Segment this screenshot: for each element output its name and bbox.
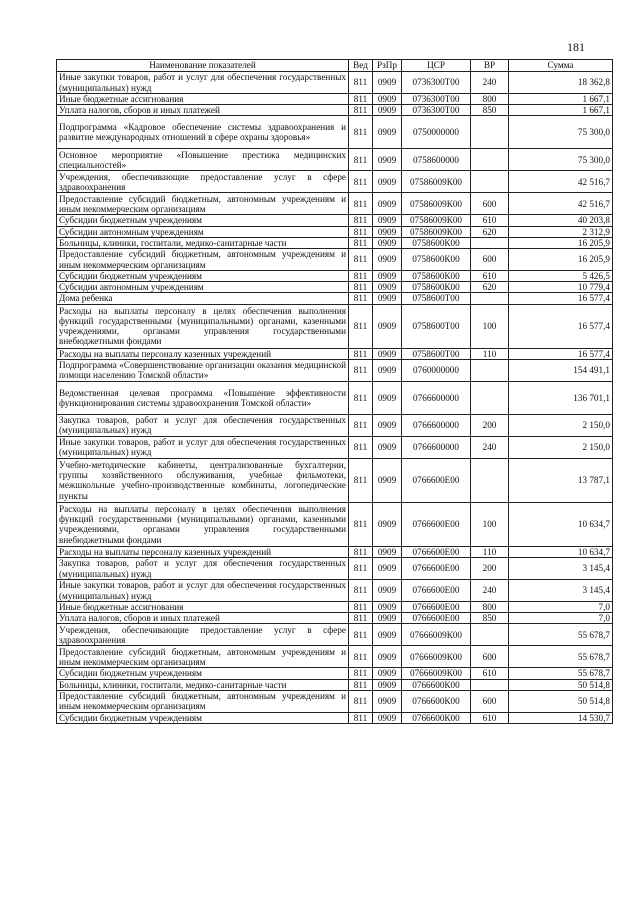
cell-ved: 811 <box>349 436 373 458</box>
cell-csr: 0758600Т00 <box>402 348 471 359</box>
table-row <box>57 249 613 271</box>
cell-csr: 0766600Е00 <box>402 580 471 602</box>
cell-rzpr: 0909 <box>373 458 402 502</box>
cell-sum: 14 530,7 <box>509 712 613 723</box>
cell-sum: 55 678,7 <box>509 668 613 679</box>
cell-csr: 0766600000 <box>402 381 471 414</box>
cell-ved: 811 <box>349 94 373 105</box>
table-row <box>57 458 613 502</box>
cell-ved: 811 <box>349 149 373 171</box>
cell-vr <box>471 149 509 171</box>
cell-csr: 0736300Т00 <box>402 94 471 105</box>
cell-ved: 811 <box>349 679 373 690</box>
cell-ved: 811 <box>349 624 373 646</box>
cell-sum: 5 426,5 <box>509 271 613 282</box>
cell-vr <box>471 171 509 193</box>
cell-vr <box>471 116 509 149</box>
cell-vr: 240 <box>471 580 509 602</box>
cell-ved: 811 <box>349 381 373 414</box>
table-row <box>57 116 613 149</box>
table-row <box>57 282 613 293</box>
cell-csr: 0758600Т00 <box>402 293 471 304</box>
cell-name: Субсидии бюджетным учреждениям <box>57 712 349 723</box>
cell-vr: 800 <box>471 602 509 613</box>
cell-sum: 16 205,9 <box>509 249 613 271</box>
cell-name: Предоставление субсидий бюджетным, автономным учреждениям и иным некоммерческим организациям <box>57 193 349 215</box>
cell-name: Закупка товаров, работ и услуг для обеспечения государственных (муниципальных) нужд <box>57 414 349 436</box>
cell-ved: 811 <box>349 613 373 624</box>
cell-rzpr: 0909 <box>373 558 402 580</box>
cell-rzpr: 0909 <box>373 271 402 282</box>
table-row <box>57 436 613 458</box>
cell-sum: 42 516,7 <box>509 193 613 215</box>
cell-name: Субсидии бюджетным учреждениям <box>57 668 349 679</box>
cell-csr: 0750000000 <box>402 116 471 149</box>
table-row <box>57 624 613 646</box>
cell-name: Основное мероприятие «Повышение престижа медицинских специальностей» <box>57 149 349 171</box>
table-row <box>57 580 613 602</box>
cell-ved: 811 <box>349 502 373 546</box>
cell-sum: 10 634,7 <box>509 546 613 557</box>
cell-csr: 07666009К00 <box>402 668 471 679</box>
cell-name: Уплата налогов, сборов и иных платежей <box>57 613 349 624</box>
cell-vr <box>471 679 509 690</box>
cell-csr: 0766600Е00 <box>402 546 471 557</box>
cell-csr: 07586009К00 <box>402 171 471 193</box>
header-ved: Вед <box>349 60 373 72</box>
cell-ved: 811 <box>349 558 373 580</box>
header-name: Наименование показателей <box>57 60 349 72</box>
cell-csr: 0766600К00 <box>402 690 471 712</box>
cell-vr: 620 <box>471 226 509 237</box>
cell-sum: 154 491,1 <box>509 359 613 381</box>
cell-vr <box>471 237 509 248</box>
header-vr: ВР <box>471 60 509 72</box>
cell-rzpr: 0909 <box>373 116 402 149</box>
cell-vr <box>471 293 509 304</box>
cell-name: Иные бюджетные ассигнования <box>57 94 349 105</box>
cell-rzpr: 0909 <box>373 282 402 293</box>
cell-csr: 07586009К00 <box>402 193 471 215</box>
cell-name: Субсидии бюджетным учреждениям <box>57 271 349 282</box>
cell-sum: 16 205,9 <box>509 237 613 248</box>
cell-name: Расходы на выплаты персоналу в целях обеспечения выполнения функций государственными (муниципальными) органами, казенными учреждениями, органами управления государственными внебюджетными фондами <box>57 304 349 348</box>
cell-vr: 600 <box>471 646 509 668</box>
cell-ved: 811 <box>349 215 373 226</box>
cell-sum: 10 779,4 <box>509 282 613 293</box>
cell-vr <box>471 458 509 502</box>
cell-rzpr: 0909 <box>373 436 402 458</box>
cell-ved: 811 <box>349 282 373 293</box>
cell-csr: 0766600Е00 <box>402 613 471 624</box>
cell-csr: 0758600К00 <box>402 282 471 293</box>
table-body <box>57 72 613 724</box>
cell-name: Субсидии автономным учреждениям <box>57 226 349 237</box>
cell-vr <box>471 624 509 646</box>
cell-name: Учебно-методические кабинеты, централизованные бухгалтерии, группы хозяйственного обслуживания, учебные фильмотеки, межшкольные учебно-производственные комбинаты, логопедические пункты <box>57 458 349 502</box>
cell-vr: 610 <box>471 712 509 723</box>
table-row <box>57 668 613 679</box>
table-row <box>57 690 613 712</box>
cell-sum: 18 362,8 <box>509 72 613 94</box>
cell-csr: 0766600К00 <box>402 712 471 723</box>
table-row <box>57 646 613 668</box>
cell-vr: 610 <box>471 215 509 226</box>
cell-sum: 1 667,1 <box>509 94 613 105</box>
table-row <box>57 149 613 171</box>
cell-csr: 0766600Е00 <box>402 458 471 502</box>
cell-csr: 0760000000 <box>402 359 471 381</box>
cell-vr: 110 <box>471 546 509 557</box>
cell-name: Предоставление субсидий бюджетным, автономным учреждениям и иным некоммерческим организациям <box>57 646 349 668</box>
cell-name: Больницы, клиники, госпитали, медико-санитарные части <box>57 237 349 248</box>
cell-name: Иные закупки товаров, работ и услуг для обеспечения государственных (муниципальных) нужд <box>57 580 349 602</box>
cell-rzpr: 0909 <box>373 249 402 271</box>
cell-ved: 811 <box>349 116 373 149</box>
cell-ved: 811 <box>349 249 373 271</box>
cell-sum: 75 300,0 <box>509 149 613 171</box>
cell-vr: 850 <box>471 105 509 116</box>
table-row <box>57 105 613 116</box>
cell-vr: 100 <box>471 304 509 348</box>
cell-name: Дома ребенка <box>57 293 349 304</box>
cell-sum: 16 577,4 <box>509 348 613 359</box>
table-row <box>57 293 613 304</box>
cell-name: Предоставление субсидий бюджетным, автономным учреждениям и иным некоммерческим организациям <box>57 249 349 271</box>
cell-sum: 7,0 <box>509 602 613 613</box>
header-sum: Сумма <box>509 60 613 72</box>
page-number: 181 <box>567 40 585 54</box>
cell-vr: 800 <box>471 94 509 105</box>
cell-ved: 811 <box>349 293 373 304</box>
table-row <box>57 171 613 193</box>
cell-rzpr: 0909 <box>373 193 402 215</box>
cell-ved: 811 <box>349 546 373 557</box>
cell-ved: 811 <box>349 712 373 723</box>
cell-ved: 811 <box>349 171 373 193</box>
cell-ved: 811 <box>349 226 373 237</box>
cell-csr: 07666009К00 <box>402 646 471 668</box>
table-row <box>57 94 613 105</box>
cell-ved: 811 <box>349 237 373 248</box>
cell-name: Субсидии бюджетным учреждениям <box>57 215 349 226</box>
cell-rzpr: 0909 <box>373 580 402 602</box>
cell-csr: 0758600К00 <box>402 271 471 282</box>
cell-csr: 07666009К00 <box>402 624 471 646</box>
cell-rzpr: 0909 <box>373 646 402 668</box>
cell-sum: 50 514,8 <box>509 690 613 712</box>
cell-ved: 811 <box>349 646 373 668</box>
cell-sum: 2 150,0 <box>509 436 613 458</box>
cell-csr: 07586009К00 <box>402 215 471 226</box>
cell-rzpr: 0909 <box>373 293 402 304</box>
cell-ved: 811 <box>349 690 373 712</box>
cell-csr: 0758600Т00 <box>402 304 471 348</box>
cell-name: Иные бюджетные ассигнования <box>57 602 349 613</box>
cell-rzpr: 0909 <box>373 149 402 171</box>
table-row <box>57 359 613 381</box>
table-row <box>57 381 613 414</box>
table-row <box>57 215 613 226</box>
cell-ved: 811 <box>349 105 373 116</box>
cell-name: Иные закупки товаров, работ и услуг для обеспечения государственных (муниципальных) нужд <box>57 72 349 94</box>
cell-rzpr: 0909 <box>373 215 402 226</box>
cell-ved: 811 <box>349 359 373 381</box>
cell-vr: 200 <box>471 558 509 580</box>
header-csr: ЦСР <box>402 60 471 72</box>
cell-rzpr: 0909 <box>373 613 402 624</box>
cell-vr: 610 <box>471 668 509 679</box>
cell-rzpr: 0909 <box>373 624 402 646</box>
table-header <box>57 60 613 72</box>
cell-rzpr: 0909 <box>373 359 402 381</box>
cell-vr <box>471 359 509 381</box>
cell-sum: 3 145,4 <box>509 558 613 580</box>
table-row <box>57 237 613 248</box>
cell-vr: 620 <box>471 282 509 293</box>
cell-rzpr: 0909 <box>373 414 402 436</box>
cell-ved: 811 <box>349 602 373 613</box>
cell-ved: 811 <box>349 668 373 679</box>
cell-csr: 0766600000 <box>402 436 471 458</box>
cell-ved: 811 <box>349 348 373 359</box>
cell-name: Расходы на выплаты персоналу казенных учреждений <box>57 348 349 359</box>
cell-name: Предоставление субсидий бюджетным, автономным учреждениям и иным некоммерческим организациям <box>57 690 349 712</box>
cell-name: Иные закупки товаров, работ и услуг для обеспечения государственных (муниципальных) нужд <box>57 436 349 458</box>
cell-ved: 811 <box>349 414 373 436</box>
table-row <box>57 193 613 215</box>
header-rzpr: РзПр <box>373 60 402 72</box>
cell-ved: 811 <box>349 458 373 502</box>
cell-csr: 0736300Т00 <box>402 105 471 116</box>
table-row <box>57 558 613 580</box>
cell-ved: 811 <box>349 193 373 215</box>
cell-vr: 110 <box>471 348 509 359</box>
cell-csr: 0758600К00 <box>402 237 471 248</box>
cell-vr <box>471 381 509 414</box>
cell-ved: 811 <box>349 72 373 94</box>
cell-rzpr: 0909 <box>373 105 402 116</box>
cell-sum: 1 667,1 <box>509 105 613 116</box>
cell-csr: 0766600Е00 <box>402 558 471 580</box>
table-row <box>57 72 613 94</box>
cell-csr: 0766600Е00 <box>402 502 471 546</box>
cell-sum: 42 516,7 <box>509 171 613 193</box>
cell-rzpr: 0909 <box>373 668 402 679</box>
cell-sum: 40 203,8 <box>509 215 613 226</box>
table-row <box>57 414 613 436</box>
cell-csr: 0736300Т00 <box>402 72 471 94</box>
cell-rzpr: 0909 <box>373 381 402 414</box>
cell-rzpr: 0909 <box>373 602 402 613</box>
cell-name: Подпрограмма «Совершенствование организации оказания медицинской помощи населению Томской области» <box>57 359 349 381</box>
cell-rzpr: 0909 <box>373 237 402 248</box>
cell-csr: 0758600000 <box>402 149 471 171</box>
cell-ved: 811 <box>349 304 373 348</box>
cell-name: Расходы на выплаты персоналу в целях обеспечения выполнения функций государственными (муниципальными) органами, казенными учреждениями, органами управления государственными внебюджетными фондами <box>57 502 349 546</box>
cell-sum: 16 577,4 <box>509 304 613 348</box>
cell-sum: 50 514,8 <box>509 679 613 690</box>
cell-name: Закупка товаров, работ и услуг для обеспечения государственных (муниципальных) нужд <box>57 558 349 580</box>
table-row <box>57 502 613 546</box>
cell-csr: 0766600Е00 <box>402 602 471 613</box>
table-row <box>57 271 613 282</box>
cell-rzpr: 0909 <box>373 72 402 94</box>
cell-sum: 55 678,7 <box>509 624 613 646</box>
cell-rzpr: 0909 <box>373 502 402 546</box>
cell-name: Больницы, клиники, госпитали, медико-санитарные части <box>57 679 349 690</box>
cell-vr: 200 <box>471 414 509 436</box>
budget-table <box>56 59 613 724</box>
cell-sum: 75 300,0 <box>509 116 613 149</box>
cell-name: Расходы на выплаты персоналу казенных учреждений <box>57 546 349 557</box>
cell-rzpr: 0909 <box>373 304 402 348</box>
table-row <box>57 546 613 557</box>
cell-name: Подпрограмма «Кадровое обеспечение системы здравоохранения и развитие международных отношений в сфере охраны здоровья» <box>57 116 349 149</box>
cell-name: Субсидии автономным учреждениям <box>57 282 349 293</box>
cell-rzpr: 0909 <box>373 690 402 712</box>
cell-csr: 0766600К00 <box>402 679 471 690</box>
cell-vr: 600 <box>471 690 509 712</box>
cell-vr: 600 <box>471 249 509 271</box>
cell-rzpr: 0909 <box>373 712 402 723</box>
cell-rzpr: 0909 <box>373 94 402 105</box>
cell-name: Уплата налогов, сборов и иных платежей <box>57 105 349 116</box>
cell-rzpr: 0909 <box>373 171 402 193</box>
cell-sum: 16 577,4 <box>509 293 613 304</box>
cell-vr: 240 <box>471 436 509 458</box>
cell-ved: 811 <box>349 271 373 282</box>
cell-name: Учреждения, обеспечивающие предоставление услуг в сфере здравоохранения <box>57 624 349 646</box>
cell-rzpr: 0909 <box>373 679 402 690</box>
cell-vr: 240 <box>471 72 509 94</box>
cell-name: Ведомственная целевая программа «Повышение эффективности функционирования системы здравоохранения Томской области» <box>57 381 349 414</box>
cell-csr: 07586009К00 <box>402 226 471 237</box>
table-row <box>57 613 613 624</box>
cell-sum: 136 701,1 <box>509 381 613 414</box>
cell-rzpr: 0909 <box>373 348 402 359</box>
cell-sum: 55 678,7 <box>509 646 613 668</box>
cell-csr: 0766600000 <box>402 414 471 436</box>
cell-sum: 13 787,1 <box>509 458 613 502</box>
table-row <box>57 679 613 690</box>
table-row <box>57 304 613 348</box>
cell-sum: 2 312,9 <box>509 226 613 237</box>
cell-vr: 600 <box>471 193 509 215</box>
cell-vr: 100 <box>471 502 509 546</box>
cell-sum: 7,0 <box>509 613 613 624</box>
table-row <box>57 226 613 237</box>
cell-ved: 811 <box>349 580 373 602</box>
cell-name: Учреждения, обеспечивающие предоставление услуг в сфере здравоохранения <box>57 171 349 193</box>
cell-sum: 2 150,0 <box>509 414 613 436</box>
cell-csr: 0758600К00 <box>402 249 471 271</box>
cell-vr: 850 <box>471 613 509 624</box>
table-row <box>57 712 613 723</box>
cell-rzpr: 0909 <box>373 226 402 237</box>
table-row <box>57 348 613 359</box>
cell-rzpr: 0909 <box>373 546 402 557</box>
cell-sum: 10 634,7 <box>509 502 613 546</box>
cell-vr: 610 <box>471 271 509 282</box>
table-row <box>57 602 613 613</box>
cell-sum: 3 145,4 <box>509 580 613 602</box>
